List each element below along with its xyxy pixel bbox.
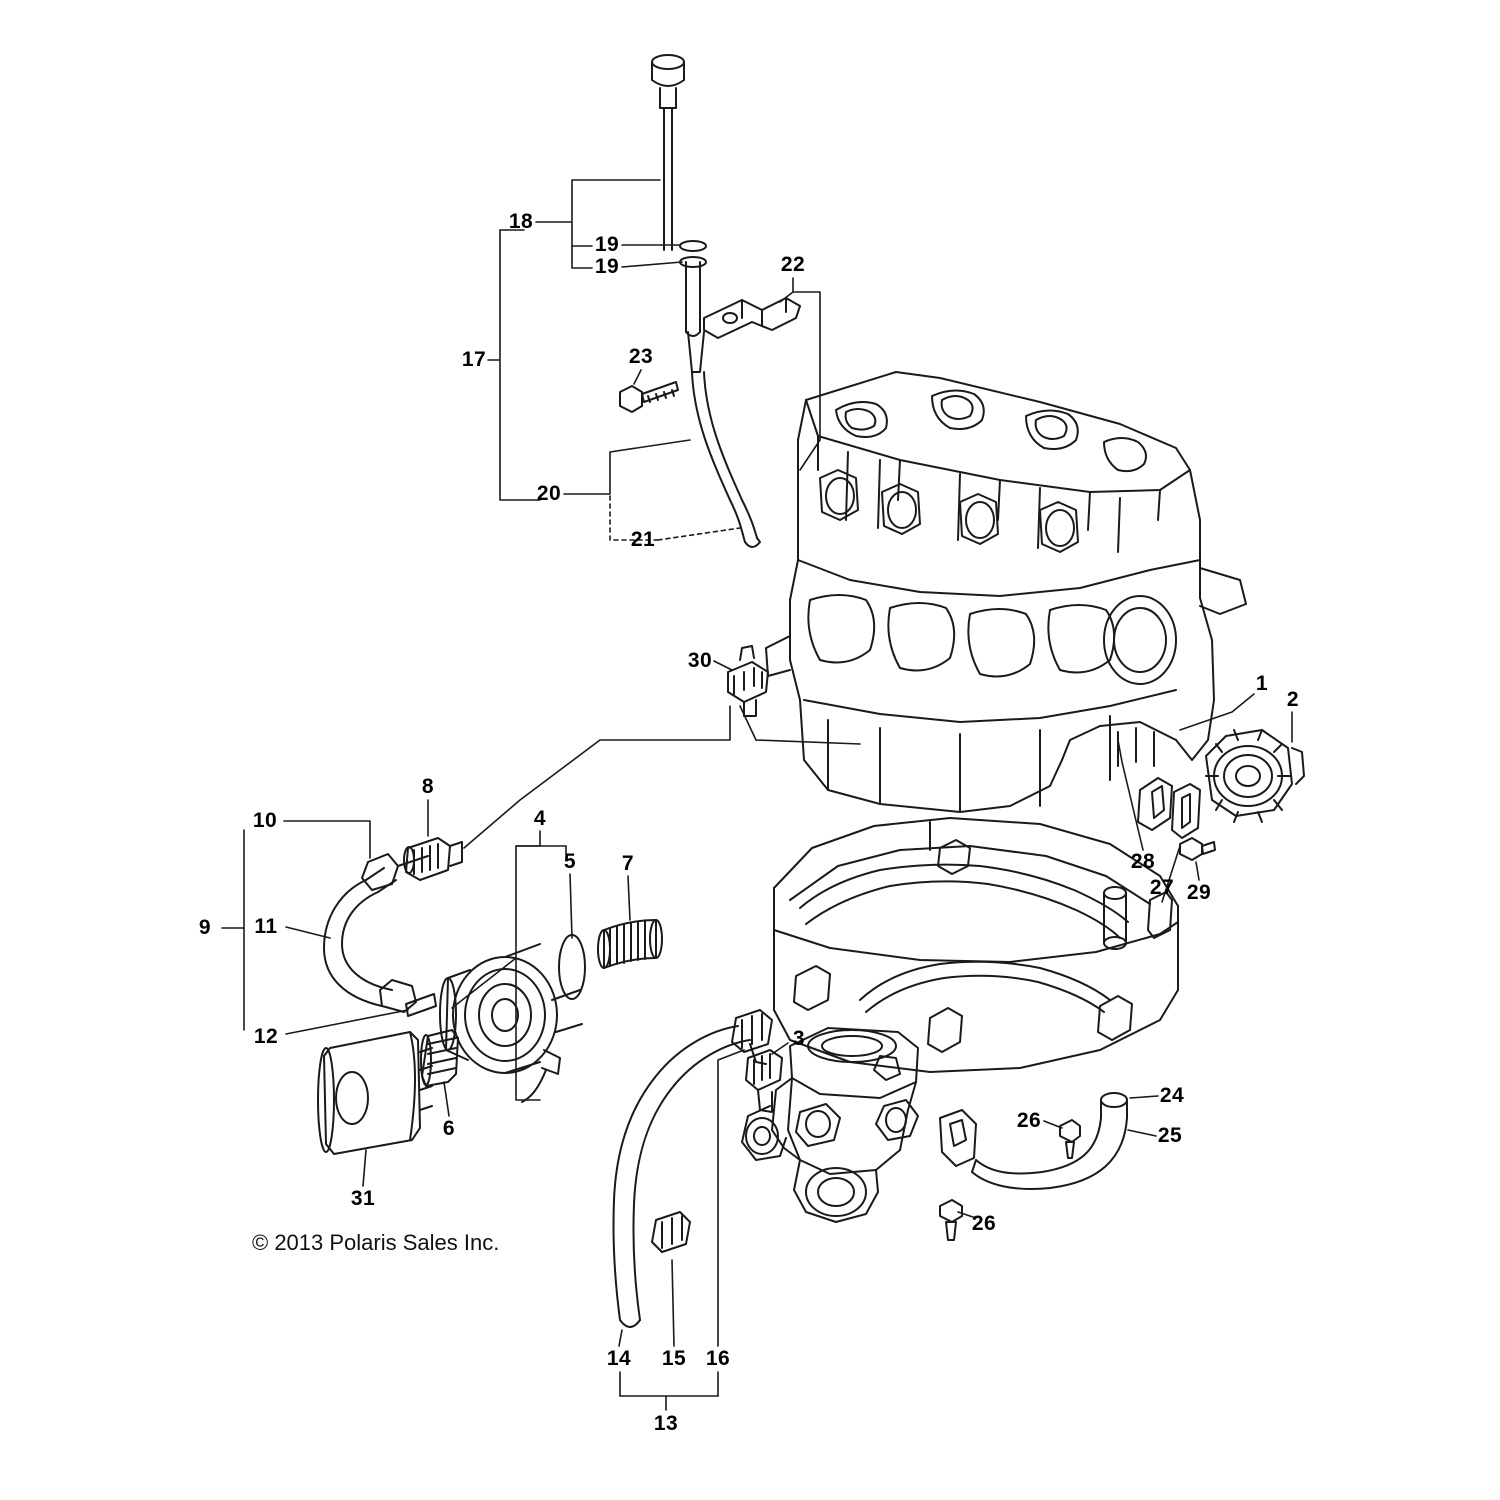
oil-pump-assembly	[1206, 730, 1304, 822]
callout-13: 13	[653, 1412, 679, 1435]
water-pump-housing	[742, 1028, 918, 1222]
oil-pan	[774, 818, 1178, 1072]
callout-7: 7	[621, 852, 635, 875]
oil-hose-assembly-9	[324, 854, 436, 1016]
bolt-23	[620, 382, 678, 412]
callout-27: 27	[1149, 876, 1175, 899]
callout-23: 23	[628, 345, 654, 368]
oil-pickup-tube-25	[972, 1093, 1127, 1189]
copyright-notice: © 2013 Polaris Sales Inc.	[252, 1230, 500, 1255]
callout-19-lower: 19	[594, 255, 620, 278]
callout-29: 29	[1186, 881, 1212, 904]
callout-2: 2	[1286, 688, 1300, 711]
filter-adapter-6	[421, 1030, 458, 1086]
bolt-29	[1180, 838, 1215, 860]
callout-22: 22	[780, 253, 806, 276]
callout-28: 28	[1130, 850, 1156, 873]
callout-24: 24	[1159, 1084, 1185, 1107]
leader-lines	[222, 180, 1292, 1410]
engine-block	[766, 372, 1246, 812]
callout-11: 11	[254, 915, 278, 938]
dipstick-bracket-22	[704, 298, 800, 338]
callout-18: 18	[508, 210, 534, 233]
callout-8: 8	[421, 775, 435, 798]
callout-20: 20	[536, 482, 562, 505]
callout-16: 16	[705, 1347, 731, 1370]
callout-12: 12	[253, 1025, 279, 1048]
callout-9: 9	[198, 916, 212, 939]
callout-1: 1	[1255, 672, 1269, 695]
callout-10: 10	[252, 809, 278, 832]
fitting-8	[404, 838, 462, 880]
callout-17: 17	[461, 348, 487, 371]
callout-19-upper: 19	[594, 233, 620, 256]
callout-31: 31	[350, 1187, 376, 1210]
bracket-28	[1138, 778, 1172, 830]
callout-3: 3	[792, 1027, 806, 1050]
callout-25: 25	[1157, 1124, 1183, 1147]
sensor-30	[728, 646, 768, 716]
callout-26-lower: 26	[971, 1212, 997, 1235]
callout-6: 6	[442, 1117, 456, 1140]
callout-21: 21	[630, 528, 656, 551]
bracket-27	[1172, 784, 1200, 838]
callout-15: 15	[661, 1347, 687, 1370]
callout-30: 30	[687, 649, 713, 672]
callout-14: 14	[606, 1347, 632, 1370]
corrugated-hose-7	[598, 920, 662, 968]
oil-filter-31	[318, 1032, 432, 1154]
callout-26-upper: 26	[1016, 1109, 1042, 1132]
callout-4: 4	[533, 807, 547, 830]
fitting-3	[746, 1050, 782, 1112]
pickup-bracket-26	[940, 1110, 1080, 1240]
callout-5: 5	[563, 850, 577, 873]
